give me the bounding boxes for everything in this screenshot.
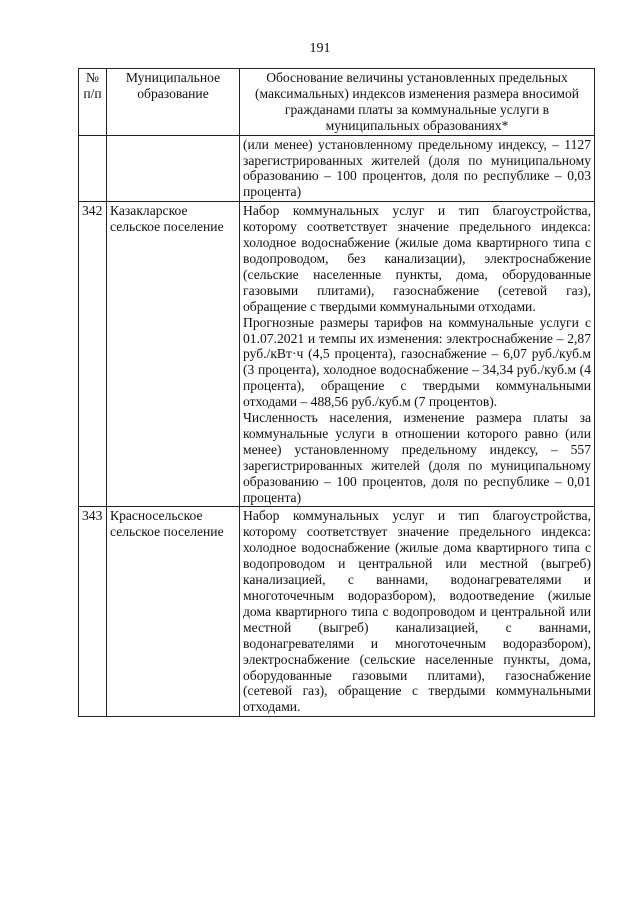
paragraph: (или менее) установленному предельному индексу, – 1127 зарегистрированных жителей (доля по муниципальному образованию – 100 процентов, доля по республике – 0,03 процента): [243, 136, 591, 200]
row-justification: [240, 507, 595, 717]
paragraph: Набор коммунальных услуг и тип благоустройства, которому соответствует значение предельного индекса: холодное водоснабжение (жилые дома квартирного типа с водопроводом, без канализации), электроснабжение (сельские населенные пункты, дома, оборудованные газовыми плитами), газоснабжение (сетевой газ), обращение с твердыми коммунальными отходами.: [243, 203, 591, 314]
row-municipality: Казакларское сельское поселение: [107, 202, 240, 507]
header-municipality: Муниципальное образование: [107, 69, 240, 136]
row-number: [79, 135, 107, 202]
paragraph: Набор коммунальных услуг и тип благоустройства, которому соответствует значение предельного индекса: холодное водоснабжение (жилые дома квартирного типа с водопроводом и центральной или местной (выгреб) канализацией, с ваннами, водонагревателями и многоточечным водоразбором), водоотведение (жилые дома квартирного типа с водопроводом и центральной или местной (выгреб) канализацией, с ваннами, водонагревателями и многоточечным водоразбором), электроснабжение (сельские населенные пункты, дома, оборудованные газовыми плитами), газоснабжение (сетевой газ), обращение с твердыми коммунальными отходами.: [243, 508, 591, 715]
table-row: [79, 507, 595, 717]
tariff-table: [78, 68, 595, 717]
row-number: 343: [79, 507, 107, 717]
row-justification: [240, 135, 595, 202]
row-justification: [240, 202, 595, 507]
table-header-row: [79, 69, 595, 136]
paragraph: Прогнозные размеры тарифов на коммунальные услуги с 01.07.2021 и темпы их изменения: электроснабжение – 2,87 руб./кВт·ч (4,5 процента), газоснабжение – 6,07 руб./куб.м (3 процента), холодное водоснабжение – 34,34 руб./куб.м (4 процента), обращение с твердыми коммунальными отходами – 488,56 руб./куб.м (7 процентов).: [243, 314, 591, 410]
page-number: 191: [309, 41, 331, 56]
row-municipality: [107, 135, 240, 202]
row-number: 342: [79, 202, 107, 507]
header-justification: Обоснование величины установленных предельных (максимальных) индексов изменения размера вносимой гражданами платы за коммунальные услуги в муниципальных образованиях*: [240, 69, 595, 136]
table-row: [79, 135, 595, 202]
table-row: [79, 202, 595, 507]
row-municipality: Красносельское сельское поселение: [107, 507, 240, 717]
paragraph: Численность населения, изменение размера платы за коммунальные услуги в отношении которого равно (или менее) установленному предельному индексу, – 557 зарегистрированных жителей (доля по муниципальному образованию – 100 процентов, доля по республике – 0,01 процента): [243, 410, 591, 505]
header-num: № п/п: [79, 69, 107, 136]
